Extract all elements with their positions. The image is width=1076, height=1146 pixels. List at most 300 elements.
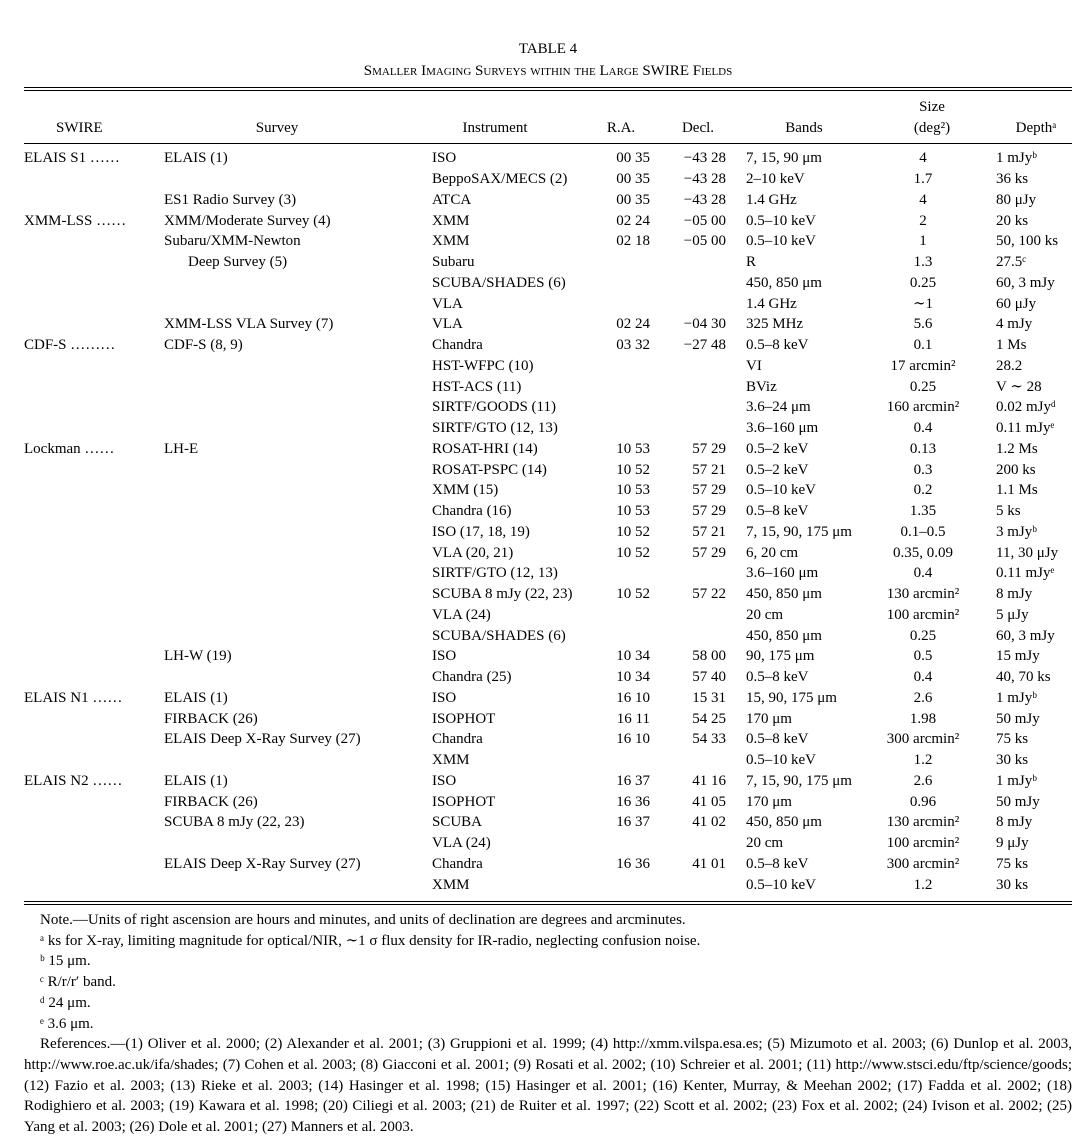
cell-ra (596, 376, 658, 397)
cell-bands: 2–10 keV (746, 171, 805, 188)
table-row (24, 729, 1074, 750)
cell-bands: 325 MHz (746, 316, 804, 333)
cell-size: 300 arcmin² (886, 731, 960, 748)
cell-survey: XMM/Moderate Survey (4) (164, 212, 331, 229)
cell-survey: Deep Survey (5) (188, 254, 288, 271)
cell-bands: R (746, 254, 757, 271)
cell-decl: −27 48 (683, 337, 726, 354)
cell-survey: SCUBA 8 mJy (22, 23) (164, 814, 305, 831)
cell-size: 0.4 (913, 669, 933, 686)
cell-ra (596, 273, 658, 294)
cell-swire (24, 480, 164, 501)
cell-instrument: SCUBA/SHADES (6) (432, 627, 566, 644)
cell-depth: 1 mJyᵇ (996, 772, 1037, 789)
cell-decl: 57 40 (692, 669, 726, 686)
table-row (24, 522, 1074, 543)
cell-depth: 40, 70 ks (996, 669, 1051, 686)
cell-survey: FIRBACK (26) (164, 793, 258, 810)
cell-instrument: HST-ACS (11) (432, 378, 522, 395)
cell-instrument: ISO (432, 689, 457, 706)
cell-decl: 41 02 (692, 814, 726, 831)
cell-ra (596, 397, 658, 418)
cell-depth: 4 mJy (996, 316, 1033, 333)
cell-depth: 50, 100 ks (996, 233, 1059, 250)
table-row (24, 190, 1074, 211)
bottom-rule-1 (24, 901, 1072, 902)
cell-ra: 02 18 (616, 233, 650, 250)
cell-depth: 0.02 mJyᵈ (996, 399, 1056, 416)
cell-depth: 1 Ms (996, 337, 1027, 354)
cell-ra: 10 52 (616, 461, 650, 478)
cell-ra (596, 563, 658, 584)
cell-size: 100 arcmin² (886, 606, 960, 623)
cell-depth: 0.11 mJyᵉ (996, 565, 1055, 582)
cell-size: 1.7 (913, 171, 933, 188)
header-size-line2: (deg²) (913, 120, 951, 136)
cell-bands: 0.5–2 keV (746, 440, 809, 457)
cell-bands: 7, 15, 90, 175 μm (746, 523, 852, 540)
cell-decl (658, 625, 734, 646)
cell-depth: 75 ks (996, 731, 1029, 748)
header-survey: Survey (255, 120, 299, 136)
cell-survey: ELAIS Deep X-Ray Survey (27) (164, 731, 361, 748)
cell-survey (164, 356, 414, 377)
cell-instrument: HST-WFPC (10) (432, 357, 534, 374)
cell-decl (658, 356, 734, 377)
cell-depth: 20 ks (996, 212, 1029, 229)
cell-survey: ES1 Radio Survey (3) (164, 191, 297, 208)
cell-instrument: BeppoSAX/MECS (2) (432, 171, 568, 188)
cell-depth: 1.1 Ms (996, 482, 1038, 499)
table-label: TABLE 4 (518, 41, 578, 57)
cell-swire (24, 791, 164, 812)
cell-decl: 57 29 (692, 503, 726, 520)
cell-decl: −43 28 (683, 171, 726, 188)
table-row (24, 293, 1074, 314)
cell-swire (24, 252, 164, 273)
table-row (24, 314, 1074, 335)
table-row (24, 854, 1074, 875)
cell-survey (164, 563, 414, 584)
table-row (24, 480, 1074, 501)
cell-size: 0.1–0.5 (900, 523, 946, 540)
cell-ra: 16 10 (616, 731, 650, 748)
cell-bands: 170 μm (746, 793, 792, 810)
cell-size: ∼1 (912, 295, 934, 312)
cell-instrument: Chandra (432, 337, 483, 354)
cell-instrument: VLA (432, 316, 463, 333)
cell-bands: 0.5–2 keV (746, 461, 809, 478)
cell-instrument: Chandra (432, 731, 483, 748)
cell-survey (164, 293, 414, 314)
cell-instrument: XMM (432, 876, 470, 893)
cell-ra: 00 35 (616, 191, 650, 208)
cell-swire (24, 667, 164, 688)
footnote-c: ᶜ R/r/r′ band. (40, 974, 116, 991)
cell-depth: 1 mJyᵇ (996, 689, 1037, 706)
cell-bands: 0.5–10 keV (746, 212, 816, 229)
cell-ra: 10 34 (616, 669, 650, 686)
table-row (24, 231, 1074, 252)
cell-instrument: ATCA (432, 191, 472, 208)
cell-swire (24, 273, 164, 294)
cell-survey (164, 625, 414, 646)
cell-survey (164, 459, 414, 480)
table-row (24, 501, 1074, 522)
cell-instrument: XMM (432, 233, 470, 250)
cell-decl (658, 376, 734, 397)
cell-ra: 16 11 (616, 710, 650, 727)
table-row (24, 812, 1074, 833)
cell-survey: ELAIS Deep X-Ray Survey (27) (164, 855, 361, 872)
cell-depth: 1 mJyᵇ (996, 150, 1037, 167)
cell-ra: 16 37 (616, 814, 650, 831)
cell-decl: 57 29 (692, 440, 726, 457)
cell-swire (24, 750, 164, 771)
cell-depth: 0.11 mJyᵉ (996, 420, 1055, 437)
table-row (24, 791, 1074, 812)
cell-instrument: ISO (432, 648, 457, 665)
cell-survey (164, 501, 414, 522)
cell-instrument: ROSAT-PSPC (14) (432, 461, 547, 478)
cell-bands: 6, 20 cm (746, 544, 799, 561)
cell-decl (658, 397, 734, 418)
cell-swire (24, 397, 164, 418)
cell-decl: 57 21 (692, 461, 726, 478)
cell-survey: CDF-S (8, 9) (164, 337, 243, 354)
table-notes (24, 910, 1072, 1138)
cell-survey (164, 750, 414, 771)
cell-swire (24, 418, 164, 439)
cell-size: 300 arcmin² (886, 855, 960, 872)
cell-depth: 8 mJy (996, 814, 1033, 831)
cell-size: 4 (919, 150, 927, 167)
table-title: Smaller Imaging Surveys within the Large SWIRE Fields (363, 63, 733, 79)
cell-bands: 450, 850 μm (746, 627, 822, 644)
cell-decl: 41 16 (692, 772, 726, 789)
cell-survey (164, 397, 414, 418)
cell-bands: 0.5–8 keV (746, 337, 809, 354)
cell-size: 0.25 (909, 274, 937, 291)
cell-bands: 3.6–24 μm (746, 399, 811, 416)
cell-instrument: VLA (432, 295, 463, 312)
cell-bands: 0.5–8 keV (746, 669, 809, 686)
references: References.—(1) Oliver et al. 2000; (2) Alexander et al. 2001; (3) Gruppioni et al. 1999; (4) http://xmm.vilspa.esa.es; (5) Mizumoto et al. 2003; (6) Dunlop et al. 2003, http://www.roe.ac.uk/ifa/shades; (7) Cohen et al. 2003; (8) Giacconi et al. 2001; (9) Rosati et al. 2002; (10) Schreier et al. 2001; (11) http://www.stsci.edu/ftp/science/goods; (12) Fazio et al. 2003; (13) Rieke et al. 2003; (14) Hasinger et al. 1998; (15) Hasinger et al. 2001; (16) Kenter, Murray, & Meehan 2002; (17) Fadda et al. 2002; (18) Rodighiero et al. 2003; (19) Kawara et al. 1998; (20) Ciliegi et al. 2003; (21) de Ruiter et al. 1997; (22) Scott et al. 2002; (23) Fox et al. 2002; (24) Ivison et al. 2002; (25) Yang et al. 2003; (26) Dole et al. 2001; (27) Manners et al. 2003. (24, 1036, 1072, 1136)
cell-bands: 20 cm (746, 606, 784, 623)
cell-depth: 30 ks (996, 876, 1029, 893)
cell-survey (164, 605, 414, 626)
cell-depth: 28.2 (996, 357, 1023, 374)
header-swire: SWIRE (56, 120, 103, 136)
cell-ra: 00 35 (616, 150, 650, 167)
cell-swire (24, 459, 164, 480)
cell-swire (24, 874, 164, 895)
table-row (24, 771, 1074, 792)
cell-bands: 0.5–8 keV (746, 503, 809, 520)
cell-decl: 15 31 (692, 689, 726, 706)
cell-bands: 170 μm (746, 710, 792, 727)
bottom-rule-2 (24, 904, 1072, 905)
cell-decl (658, 252, 734, 273)
table-row (24, 252, 1074, 273)
survey-table (24, 148, 1074, 895)
table-row (24, 625, 1074, 646)
table-row (24, 750, 1074, 771)
top-rule-1 (24, 87, 1072, 88)
cell-size: 5.6 (913, 316, 933, 333)
cell-size: 2.6 (913, 689, 933, 706)
cell-ra: 16 37 (616, 772, 650, 789)
cell-depth: 9 μJy (996, 835, 1029, 852)
cell-size: 130 arcmin² (886, 586, 960, 603)
cell-size: 1 (919, 233, 927, 250)
cell-decl: 57 22 (692, 586, 726, 603)
cell-instrument: ISO (432, 150, 457, 167)
cell-size: 0.25 (909, 378, 937, 395)
cell-bands: 90, 175 μm (746, 648, 815, 665)
cell-swire (24, 501, 164, 522)
cell-swire (24, 833, 164, 854)
cell-swire (24, 314, 164, 335)
cell-decl: 57 29 (692, 482, 726, 499)
cell-ra (596, 418, 658, 439)
cell-swire (24, 169, 164, 190)
cell-swire (24, 708, 164, 729)
footnote-a: ᵃ ks for X-ray, limiting magnitude for optical/NIR, ∼1 σ flux density for IR-radio, neglecting confusion noise. (40, 932, 701, 949)
cell-bands: VI (746, 357, 762, 374)
cell-survey (164, 418, 414, 439)
table-row (24, 688, 1074, 709)
cell-bands: 450, 850 μm (746, 814, 822, 831)
cell-swire: CDF-S ……… (24, 337, 116, 354)
cell-survey (164, 169, 414, 190)
cell-bands: 1.4 GHz (746, 295, 797, 312)
cell-ra: 16 36 (616, 855, 650, 872)
cell-size: 0.4 (913, 565, 933, 582)
cell-ra: 03 32 (616, 337, 650, 354)
cell-ra: 10 53 (616, 440, 650, 457)
cell-ra (596, 252, 658, 273)
cell-bands: 20 cm (746, 835, 784, 852)
cell-size: 0.96 (909, 793, 937, 810)
cell-survey (164, 376, 414, 397)
cell-ra: 02 24 (616, 316, 650, 333)
cell-decl: −05 00 (683, 233, 726, 250)
table-row (24, 210, 1074, 231)
table-row (24, 605, 1074, 626)
cell-survey (164, 833, 414, 854)
cell-swire (24, 854, 164, 875)
table-row (24, 169, 1074, 190)
cell-survey: LH-W (19) (164, 648, 232, 665)
cell-size: 17 arcmin² (890, 357, 956, 374)
cell-decl: 57 21 (692, 523, 726, 540)
header-decl: Decl. (681, 120, 715, 136)
cell-bands: 0.5–10 keV (746, 482, 816, 499)
cell-decl (658, 874, 734, 895)
cell-size: 160 arcmin² (886, 399, 960, 416)
cell-ra (596, 750, 658, 771)
cell-depth: 50 mJy (996, 793, 1040, 810)
table-row (24, 418, 1074, 439)
header-bands: Bands (785, 120, 823, 136)
cell-depth: 11, 30 μJy (996, 544, 1059, 561)
cell-survey: XMM-LSS VLA Survey (7) (164, 316, 334, 333)
cell-survey (164, 480, 414, 501)
cell-swire: ELAIS N1 …… (24, 689, 123, 706)
cell-decl: −43 28 (683, 150, 726, 167)
cell-survey (164, 874, 414, 895)
cell-instrument: VLA (24) (432, 606, 491, 623)
cell-survey (164, 584, 414, 605)
cell-swire (24, 376, 164, 397)
cell-bands: 0.5–10 keV (746, 752, 816, 769)
cell-decl (658, 273, 734, 294)
cell-bands: 0.5–8 keV (746, 731, 809, 748)
cell-ra: 10 34 (616, 648, 650, 665)
cell-swire (24, 190, 164, 211)
cell-depth: 30 ks (996, 752, 1029, 769)
table-row (24, 708, 1074, 729)
cell-survey (164, 667, 414, 688)
table-row (24, 542, 1074, 563)
cell-decl: 54 33 (692, 731, 726, 748)
cell-depth: V ∼ 28 (996, 378, 1042, 395)
cell-swire: Lockman …… (24, 440, 115, 457)
cell-size: 0.3 (913, 461, 933, 478)
header-instrument: Instrument (462, 120, 528, 136)
cell-survey (164, 273, 414, 294)
cell-decl: −43 28 (683, 191, 726, 208)
cell-size: 2.6 (913, 772, 933, 789)
cell-instrument: XMM (15) (432, 482, 499, 499)
table-row (24, 356, 1074, 377)
cell-swire (24, 522, 164, 543)
cell-depth: 5 μJy (996, 606, 1029, 623)
table-row (24, 833, 1074, 854)
cell-depth: 1.2 Ms (996, 440, 1038, 457)
cell-survey: LH-E (164, 440, 199, 457)
cell-depth: 36 ks (996, 171, 1029, 188)
cell-ra (596, 293, 658, 314)
cell-decl (658, 833, 734, 854)
cell-depth: 8 mJy (996, 586, 1033, 603)
cell-bands: 0.5–10 keV (746, 233, 816, 250)
cell-ra: 16 10 (616, 689, 650, 706)
cell-ra (596, 625, 658, 646)
cell-decl: 54 25 (692, 710, 726, 727)
cell-swire (24, 812, 164, 833)
cell-depth: 3 mJyᵇ (996, 523, 1037, 540)
footnote-b: ᵇ 15 μm. (40, 953, 91, 970)
cell-decl: −05 00 (683, 212, 726, 229)
cell-bands: 3.6–160 μm (746, 420, 819, 437)
table-row (24, 874, 1074, 895)
cell-instrument: SIRTF/GOODS (11) (432, 399, 556, 416)
cell-size: 0.2 (913, 482, 933, 499)
cell-decl (658, 293, 734, 314)
cell-instrument: VLA (24) (432, 835, 491, 852)
cell-size: 0.35, 0.09 (893, 544, 953, 561)
cell-instrument: VLA (20, 21) (432, 544, 514, 561)
cell-survey: FIRBACK (26) (164, 710, 258, 727)
cell-survey (164, 542, 414, 563)
cell-size: 0.13 (909, 440, 937, 457)
cell-ra: 10 53 (616, 482, 650, 499)
cell-instrument: ROSAT-HRI (14) (432, 440, 538, 457)
cell-depth: 27.5ᶜ (996, 254, 1027, 271)
cell-survey (164, 522, 414, 543)
cell-decl (658, 750, 734, 771)
cell-decl (658, 605, 734, 626)
cell-depth: 60 μJy (996, 295, 1037, 312)
cell-decl: 57 29 (692, 544, 726, 561)
cell-decl (658, 563, 734, 584)
cell-size: 0.4 (913, 420, 933, 437)
footnote-e: ᵉ 3.6 μm. (40, 1015, 94, 1032)
cell-swire: ELAIS S1 …… (24, 150, 120, 167)
table-row (24, 148, 1074, 169)
cell-depth: 60, 3 mJy (996, 627, 1055, 644)
cell-depth: 75 ks (996, 855, 1029, 872)
cell-ra: 10 52 (616, 523, 650, 540)
cell-swire: ELAIS N2 …… (24, 772, 123, 789)
cell-swire (24, 356, 164, 377)
cell-instrument: SCUBA/SHADES (6) (432, 274, 566, 291)
cell-ra: 10 52 (616, 586, 650, 603)
table-row (24, 397, 1074, 418)
header-rule (24, 143, 1072, 144)
cell-swire (24, 542, 164, 563)
cell-size: 2 (919, 212, 927, 229)
cell-bands: 15, 90, 175 μm (746, 689, 837, 706)
cell-swire (24, 605, 164, 626)
cell-instrument: ISO (17, 18, 19) (432, 523, 530, 540)
table-row (24, 459, 1074, 480)
cell-swire (24, 563, 164, 584)
cell-size: 0.5 (913, 648, 933, 665)
cell-bands: 0.5–8 keV (746, 855, 809, 872)
cell-survey: Subaru/XMM-Newton (164, 233, 301, 250)
table-row (24, 646, 1074, 667)
cell-swire (24, 584, 164, 605)
top-rule-2 (24, 90, 1072, 91)
table-row (24, 667, 1074, 688)
cell-survey: ELAIS (1) (164, 689, 228, 706)
cell-depth: 200 ks (996, 461, 1036, 478)
cell-size: 130 arcmin² (886, 814, 960, 831)
cell-depth: 5 ks (996, 503, 1021, 520)
header-size-line1: Size (919, 99, 945, 115)
cell-ra: 10 52 (616, 544, 650, 561)
cell-instrument: Chandra (16) (432, 503, 512, 520)
cell-survey: ELAIS (1) (164, 150, 228, 167)
cell-instrument: ISO (432, 772, 457, 789)
footnote-d: ᵈ 24 μm. (40, 994, 91, 1011)
table-row (24, 335, 1074, 356)
cell-swire (24, 625, 164, 646)
cell-instrument: XMM (432, 752, 470, 769)
cell-ra (596, 874, 658, 895)
cell-ra (596, 833, 658, 854)
header-depth: Depthᵃ (1015, 120, 1057, 136)
cell-depth: 80 μJy (996, 191, 1037, 208)
cell-decl (658, 418, 734, 439)
table-row (24, 563, 1074, 584)
cell-bands: 450, 850 μm (746, 586, 822, 603)
cell-size: 4 (919, 191, 927, 208)
cell-instrument: Chandra (25) (432, 669, 512, 686)
